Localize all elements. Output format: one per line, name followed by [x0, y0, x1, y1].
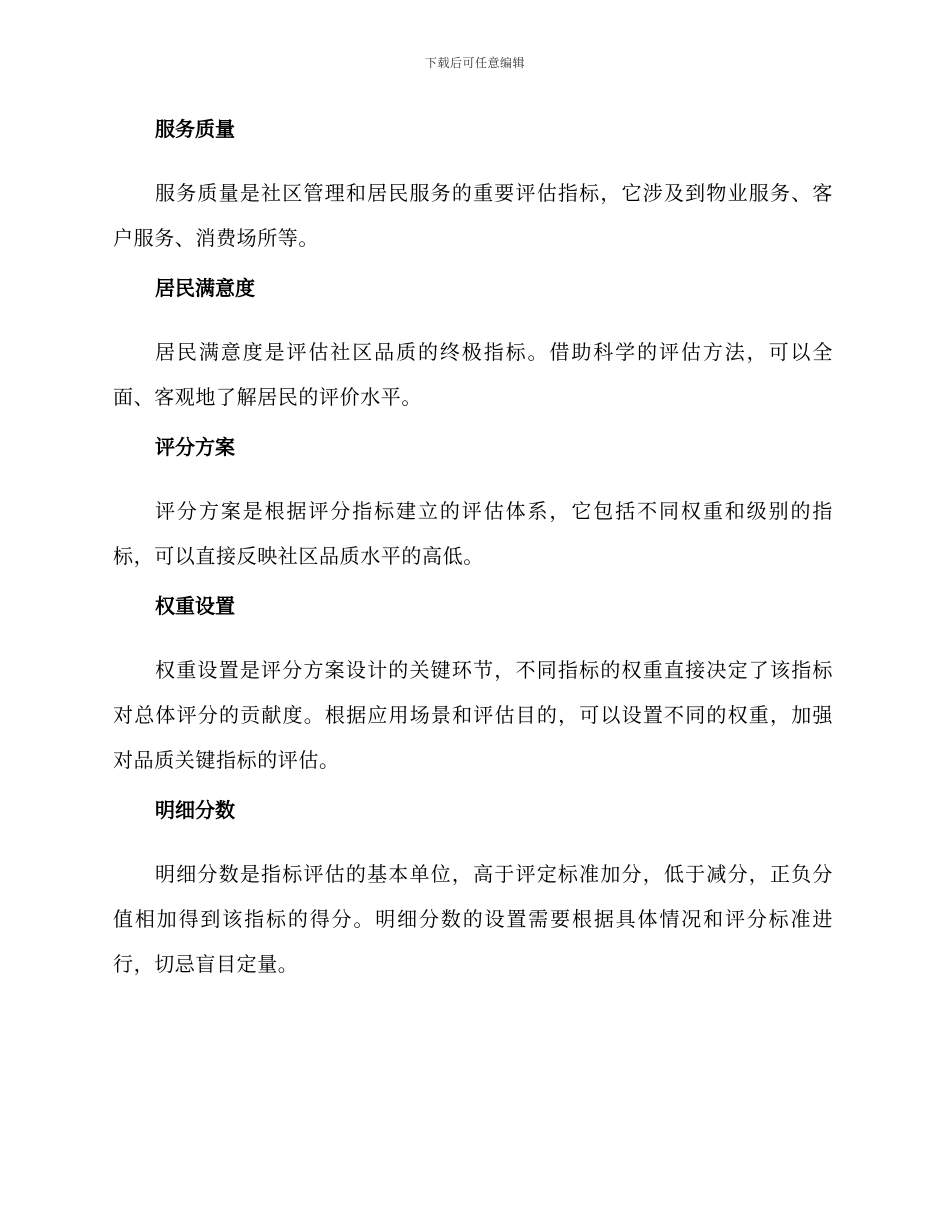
page-header: 下载后可任意编辑 — [424, 56, 525, 70]
section-scoring-scheme — [113, 432, 833, 579]
section-resident-satisfaction — [113, 273, 833, 420]
section-paragraph: 服务质量是社区管理和居民服务的重要评估指标，它涉及到物业服务、客户服务、消费场所等。 — [113, 181, 833, 250]
section-heading: 服务质量 — [155, 117, 235, 141]
section-service-quality — [113, 114, 833, 261]
section-paragraph: 权重设置是评分方案设计的关键环节，不同指标的权重直接决定了该指标对总体评分的贡献度。根据应用场景和评估目的，可以设置不同的权重，加强对品质关键指标的评估。 — [113, 658, 833, 772]
section-heading: 居民满意度 — [155, 276, 255, 300]
document-body — [113, 114, 833, 999]
section-heading: 明细分数 — [155, 798, 235, 822]
section-paragraph: 明细分数是指标评估的基本单位，高于评定标准加分，低于减分，正负分值相加得到该指标的得分。明细分数的设置需要根据具体情况和评分标准进行，切忌盲目定量。 — [113, 862, 833, 976]
section-weight-setting — [113, 591, 833, 783]
section-heading: 评分方案 — [155, 435, 235, 459]
section-heading: 权重设置 — [155, 594, 235, 618]
section-detail-score — [113, 795, 833, 987]
section-paragraph: 居民满意度是评估社区品质的终极指标。借助科学的评估方法，可以全面、客观地了解居民的评价水平。 — [113, 340, 833, 409]
section-paragraph: 评分方案是根据评分指标建立的评估体系，它包括不同权重和级别的指标，可以直接反映社区品质水平的高低。 — [113, 499, 833, 568]
